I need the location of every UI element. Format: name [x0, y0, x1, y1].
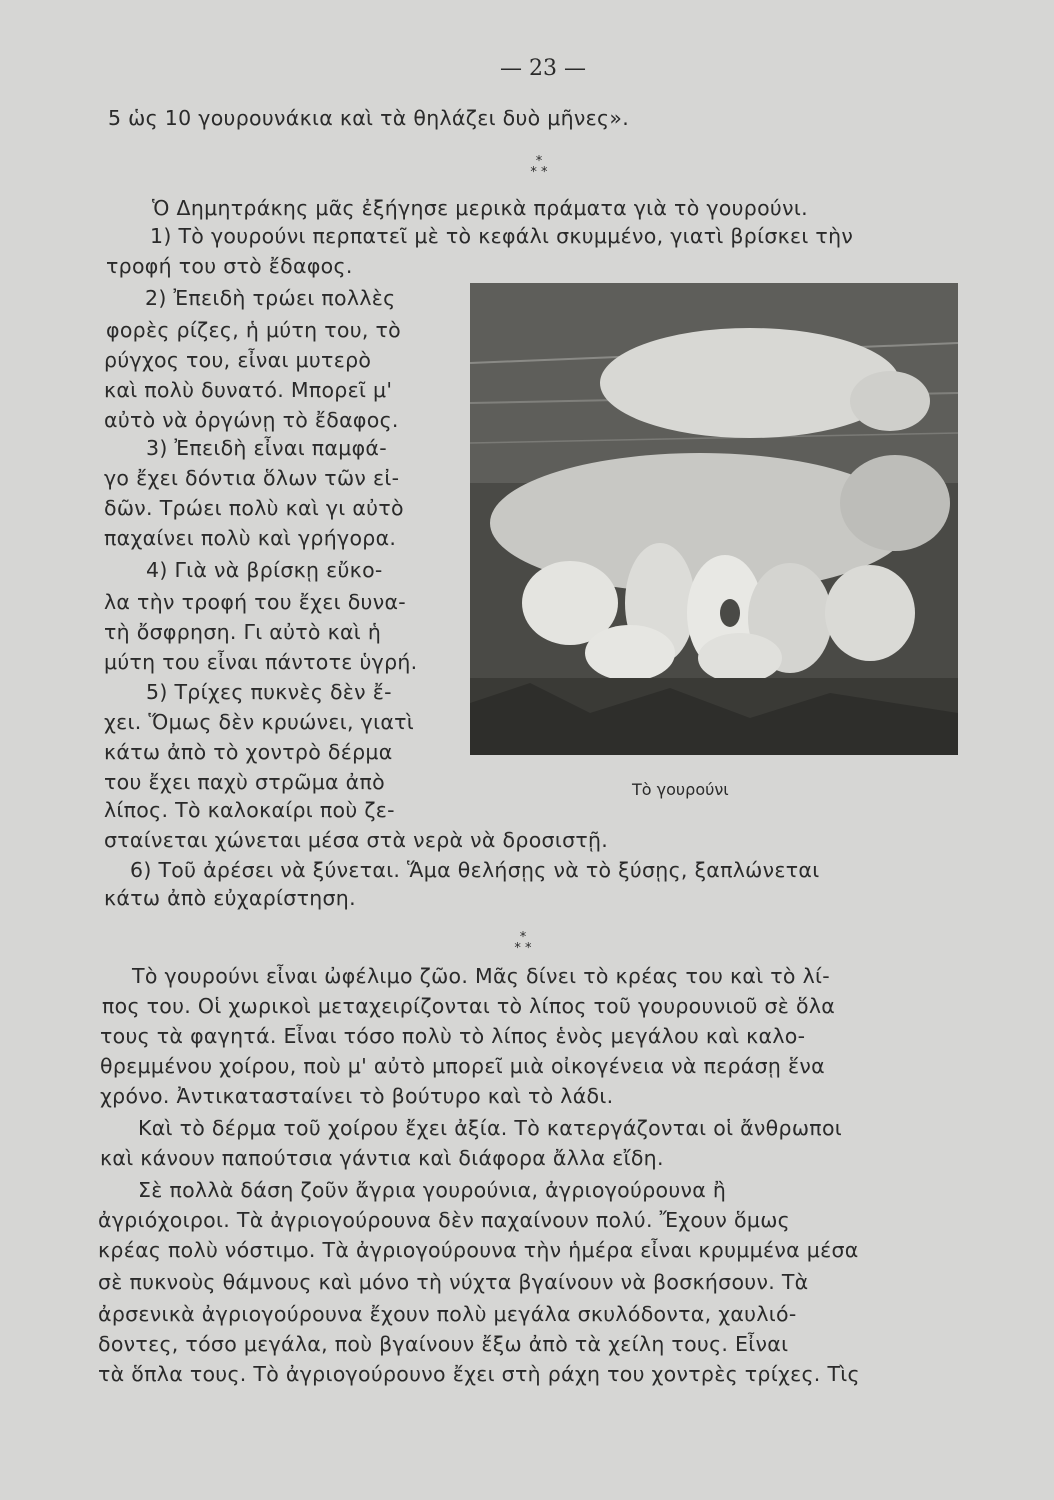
- text-line: κάτω ἀπὸ εὐχαρίστηση.: [104, 886, 356, 910]
- text-line: μύτη του εἶναι πάντοτε ὑγρή.: [104, 650, 418, 674]
- section-separator: * * *: [514, 930, 532, 956]
- text-line: 5 ὡς 10 γουρουνάκια καὶ τὰ θηλάζει δυὸ μῆνες».: [108, 106, 630, 130]
- text-line: παχαίνει πολὺ καὶ γρήγορα.: [104, 526, 397, 550]
- text-line: σὲ πυκνοὺς θάμνους καὶ μόνο τὴ νύχτα βγαίνουν νὰ βοσκήσουν. Τὰ: [98, 1270, 809, 1294]
- text-line: 2) Ἐπειδὴ τρώει πολλὲς: [145, 286, 396, 310]
- sow-with-piglets-illustration: [470, 283, 958, 755]
- text-line: τὴ ὄσφρηση. Γι αὐτὸ καὶ ἡ: [104, 620, 382, 644]
- text-line: χρόνο. Ἀντικατασταίνει τὸ βούτυρο καὶ τὸ λάδι.: [100, 1084, 614, 1108]
- text-line: 1) Τὸ γουρούνι περπατεῖ μὲ τὸ κεφάλι σκυμμένο, γιατὶ βρίσκει τὴν: [150, 224, 854, 248]
- text-line: 5) Τρίχες πυκνὲς δὲν ἔ-: [146, 680, 392, 704]
- pig-photograph: [470, 283, 958, 755]
- text-line: Καὶ τὸ δέρμα τοῦ χοίρου ἔχει ἀξία. Τὸ κατεργάζονται οἱ ἄνθρωποι: [138, 1116, 843, 1140]
- text-line: Ὁ Δημητράκης μᾶς ἐξήγησε μερικὰ πράματα γιὰ τὸ γουρούνι.: [152, 196, 808, 220]
- text-line: καὶ πολὺ δυνατό. Μπορεῖ μ': [104, 378, 393, 402]
- text-line: 3) Ἐπειδὴ εἶναι παμφά-: [146, 436, 387, 460]
- text-line: κρέας πολὺ νόστιμο. Τὰ ἀγριογούρουνα τὴν ἡμέρα εἶναι κρυμμένα μέσα: [98, 1238, 859, 1262]
- text-line: τροφή του στὸ ἔδαφος.: [106, 254, 353, 278]
- text-line: τὰ ὅπλα τους. Τὸ ἀγριογούρουνο ἔχει στὴ ράχη του χοντρὲς τρίχες. Τὶς: [98, 1362, 860, 1386]
- text-line: αὐτὸ νὰ ὀργώνῃ τὸ ἔδαφος.: [104, 408, 399, 432]
- text-line: 6) Τοῦ ἀρέσει νὰ ξύνεται. Ἅμα θελήσῃς νὰ τὸ ξύσῃς, ξαπλώνεται: [130, 858, 820, 882]
- text-line: κάτω ἀπὸ τὸ χοντρὸ δέρμα: [104, 740, 393, 764]
- text-line: ἀρσενικὰ ἀγριογούρουνα ἔχουν πολὺ μεγάλα σκυλόδοντα, χαυλιό-: [98, 1302, 797, 1326]
- text-line: καὶ κάνουν παπούτσια γάντια καὶ διάφορα ἄλλα εἴδη.: [100, 1146, 664, 1170]
- figure-caption: Τὸ γουρούνι: [632, 780, 729, 799]
- page-number: — 23 —: [500, 56, 586, 81]
- text-line: δοντες, τόσο μεγάλα, ποὺ βγαίνουν ἔξω ἀπὸ τὰ χείλη τους. Εἶναι: [98, 1332, 789, 1356]
- text-line: θρεμμένου χοίρου, ποὺ μ' αὐτὸ μπορεῖ μιὰ οἰκογένεια νὰ περάσῃ ἕνα: [100, 1054, 825, 1078]
- text-line: σταίνεται χώνεται μέσα στὰ νερὰ νὰ δροσιστῇ.: [104, 828, 609, 852]
- text-line: τους τὰ φαγητά. Εἶναι τόσο πολὺ τὸ λίπος ἑνὸς μεγάλου καὶ καλο-: [100, 1024, 806, 1048]
- text-line: δῶν. Τρώει πολὺ καὶ γι αὐτὸ: [104, 496, 404, 520]
- text-line: του ἔχει παχὺ στρῶμα ἀπὸ: [104, 770, 385, 794]
- text-line: γο ἔχει δόντια ὅλων τῶν εἰ-: [104, 466, 400, 490]
- text-line: Σὲ πολλὰ δάση ζοῦν ἄγρια γουρούνια, ἀγριογούρουνα ἢ: [138, 1178, 727, 1202]
- text-line: 4) Γιὰ νὰ βρίσκῃ εὔκο-: [146, 558, 383, 582]
- text-line: λίπος. Τὸ καλοκαίρι ποὺ ζε-: [104, 798, 395, 822]
- text-line: λα τὴν τροφή του ἔχει δυνα-: [104, 590, 406, 614]
- text-line: φορὲς ρίζες, ἡ μύτη του, τὸ: [106, 318, 401, 342]
- text-line: Τὸ γουρούνι εἶναι ὠφέλιμο ζῶο. Μᾶς δίνει τὸ κρέας του καὶ τὸ λί-: [132, 964, 830, 988]
- section-separator: * * *: [530, 154, 548, 180]
- text-line: ρύγχος του, εἶναι μυτερὸ: [104, 348, 372, 372]
- text-line: πος του. Οἱ χωρικοὶ μεταχειρίζονται τὸ λίπος τοῦ γουρουνιοῦ σὲ ὅλα: [102, 994, 836, 1018]
- text-line: ἀγριόχοιροι. Τὰ ἀγριογούρουνα δὲν παχαίνουν πολύ. Ἔχουν ὅμως: [98, 1208, 790, 1232]
- text-line: χει. Ὅμως δὲν κρυώνει, γιατὶ: [104, 710, 415, 734]
